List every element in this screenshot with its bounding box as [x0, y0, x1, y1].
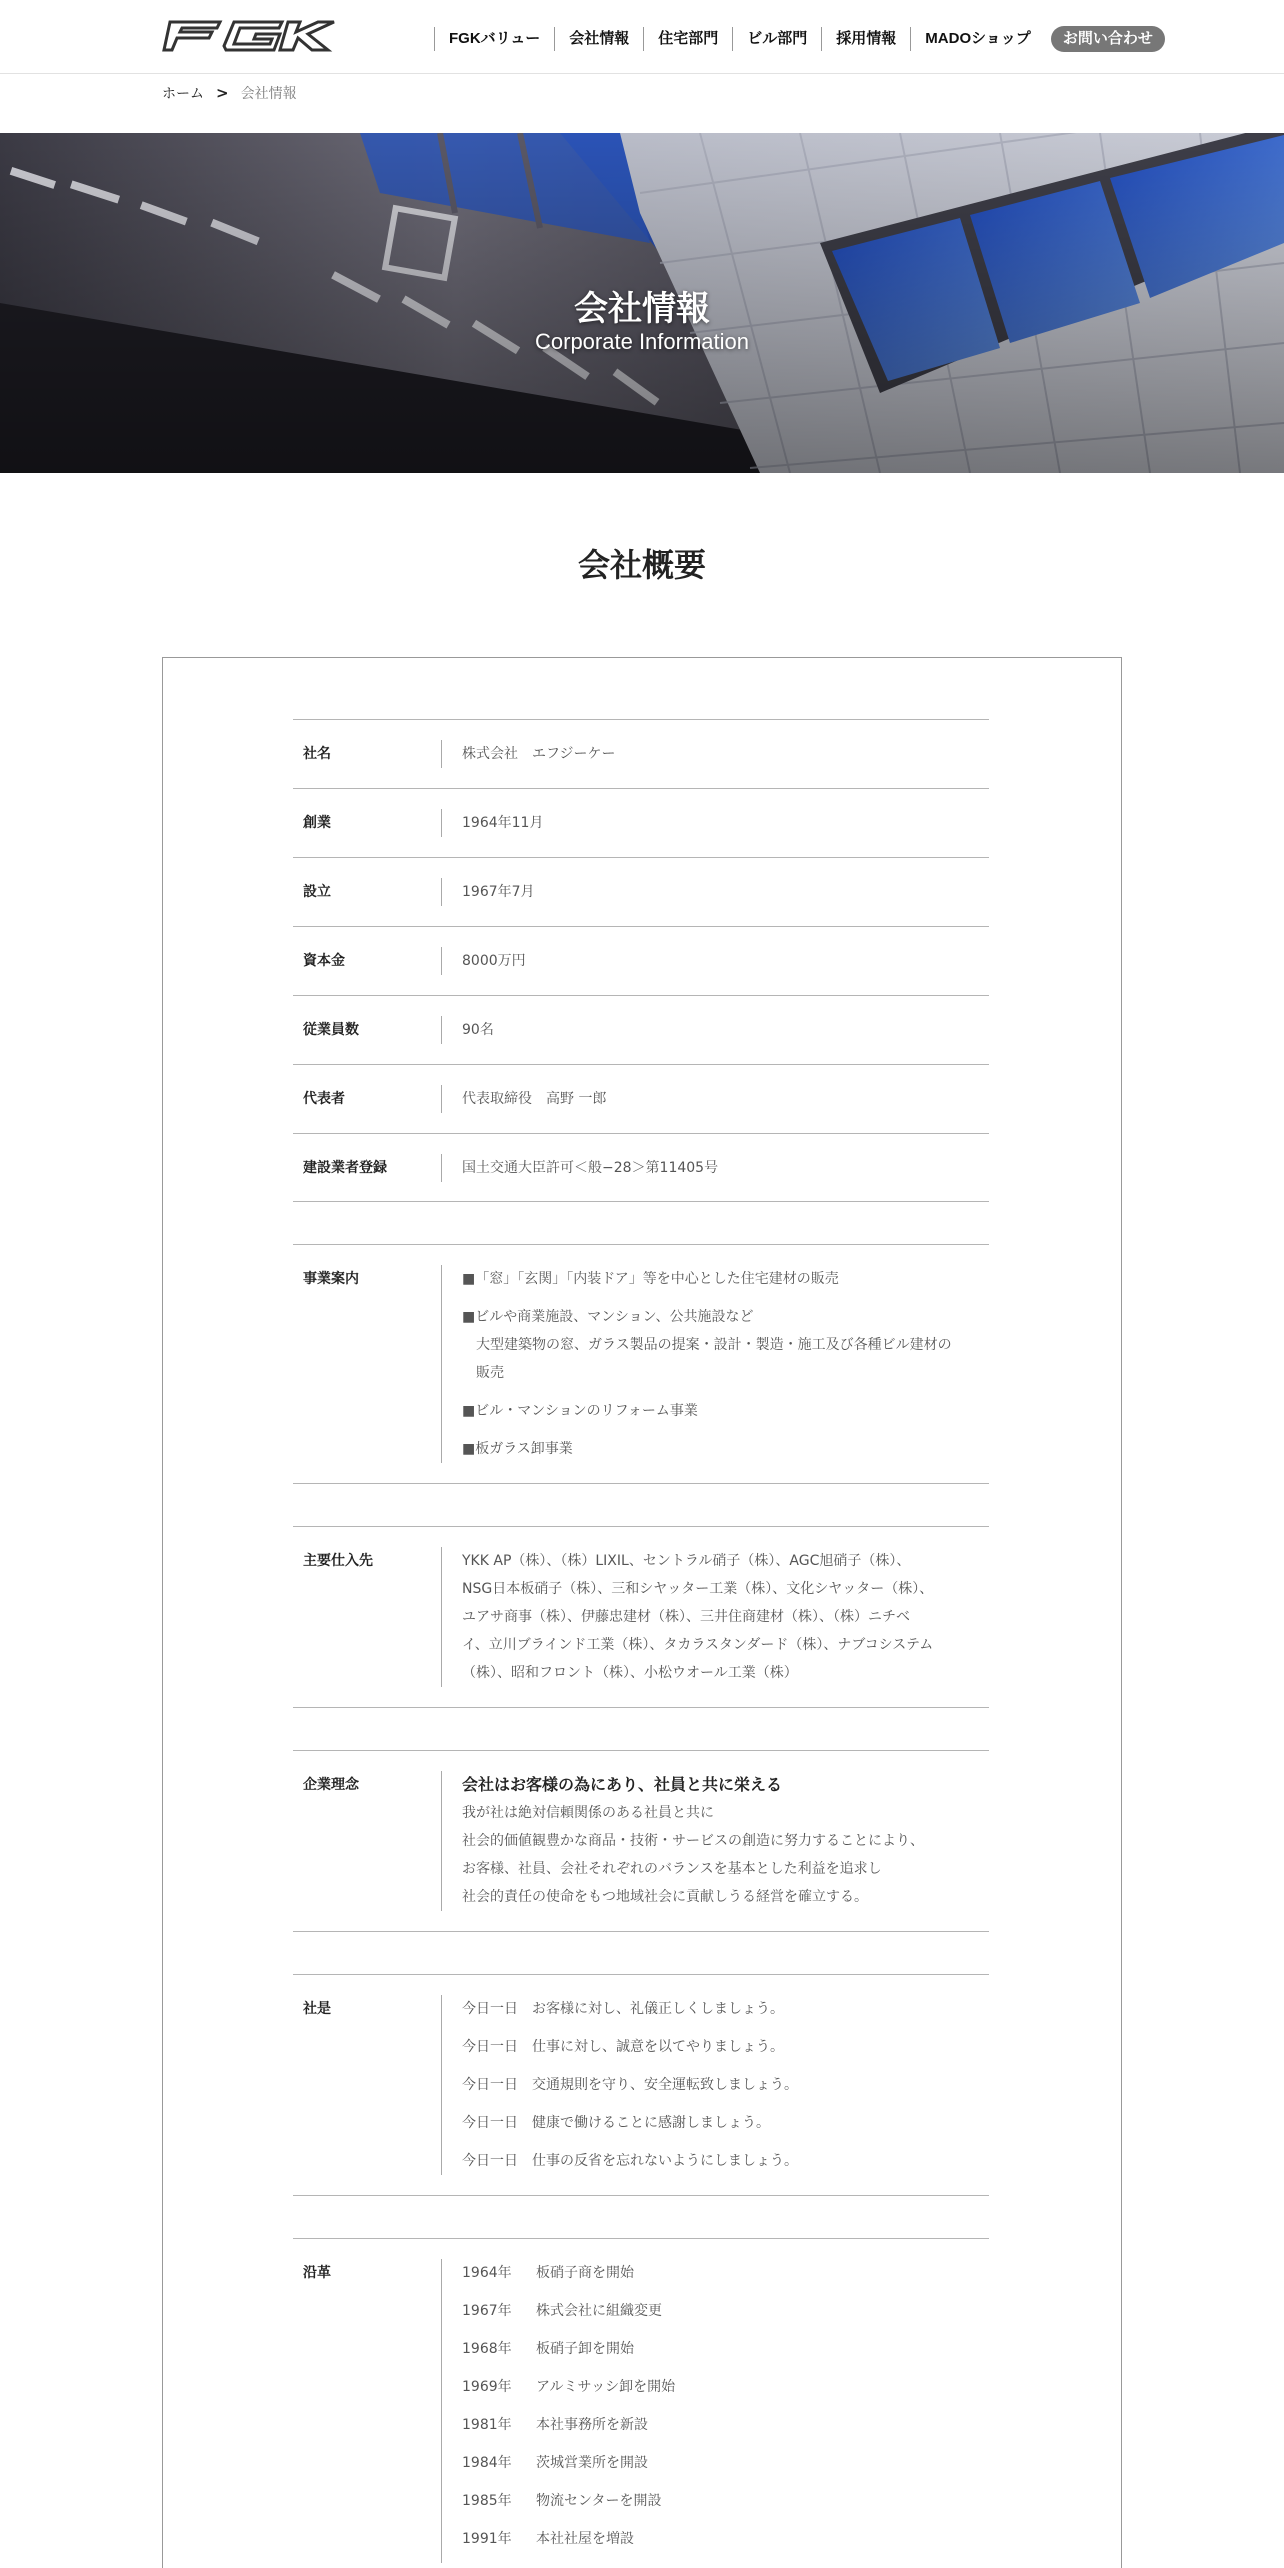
profile-label: 企業理念	[303, 1777, 359, 1793]
history-event: 板硝子商を開始	[536, 2265, 634, 2281]
fgk-logo[interactable]	[162, 18, 338, 54]
fgk-logo-icon	[162, 18, 338, 54]
history-event: 本社社屋を増設	[536, 2531, 634, 2547]
philosophy-headline: 会社はお客様の為にあり、社員と共に栄える	[462, 1775, 783, 1794]
profile-label: 沿革	[303, 2265, 331, 2281]
history-event: 物流センターを開設	[536, 2493, 662, 2509]
history-year: 1969年	[462, 2379, 512, 2395]
business-item-line: 大型建築物の窓、ガラス製品の提案・設計・製造・施工及び各種ビル建材の	[476, 1337, 952, 1353]
profile-value: 1967年7月	[441, 878, 989, 906]
history-item	[462, 2335, 989, 2363]
profile-value: 8000万円	[441, 947, 989, 975]
history-event: 本社事務所を新設	[536, 2417, 648, 2433]
profile-label: 建設業者登録	[303, 1159, 387, 1176]
hero-subtitle: Corporate Information	[535, 329, 749, 354]
breadcrumb-separator: >	[216, 84, 229, 102]
nav-building[interactable]: ビル部門	[732, 27, 821, 51]
breadcrumb	[162, 83, 297, 103]
history-event: 株式会社に組織変更	[536, 2303, 662, 2319]
profile-label: 社名	[303, 746, 331, 762]
motto-item: 今日一日 お客様に対し、礼儀正しくしましょう。	[462, 2001, 784, 2017]
profile-value: 1964年11月	[441, 809, 989, 837]
main-nav	[434, 26, 1165, 52]
philosophy-line: 社会的責任の使命をもつ地域社会に貢献しうる経営を確立する。	[462, 1889, 868, 1905]
profile-label: 社是	[303, 2001, 331, 2017]
company-profile-box	[162, 657, 1122, 2568]
hero-banner	[0, 133, 1284, 473]
history-year: 1964年	[462, 2265, 512, 2281]
profile-label: 事業案内	[303, 1271, 359, 1287]
nav-company-info[interactable]: 会社情報	[554, 27, 643, 51]
history-item	[462, 2487, 989, 2515]
motto-item: 今日一日 仕事に対し、誠意を以てやりましょう。	[462, 2039, 784, 2055]
motto-item: 今日一日 仕事の反省を忘れないようにしましょう。	[462, 2153, 798, 2169]
nav-residential[interactable]: 住宅部門	[643, 27, 732, 51]
profile-row-history	[293, 2238, 989, 2568]
history-year: 1967年	[462, 2303, 512, 2319]
business-item-line: ■ビルや商業施設、マンション、公共施設など	[462, 1309, 754, 1325]
nav-mado-shop[interactable]: MADOショップ	[910, 27, 1045, 51]
supplier-line: ユアサ商事（株）、伊藤忠建材（株）、三井住商建材（株）、（株）ニチベ	[462, 1609, 910, 1625]
profile-value	[441, 1771, 989, 1911]
breadcrumb-current: 会社情報	[240, 86, 297, 102]
breadcrumb-home-link[interactable]: ホーム	[162, 86, 204, 102]
site-header	[0, 0, 1284, 74]
supplier-line: NSG日本板硝子（株）、三和シヤッター工業（株）、文化シヤッター（株）、	[462, 1581, 934, 1597]
supplier-line: （株）、昭和フロント（株）、小松ウオール工業（株）	[462, 1665, 798, 1681]
business-item-line: 販売	[476, 1365, 504, 1381]
section-title: 会社概要	[577, 546, 706, 584]
profile-value: 国土交通大臣許可＜般−28＞第11405号	[441, 1154, 989, 1182]
hero-title: 会社情報	[574, 289, 710, 329]
philosophy-line: 社会的価値観豊かな商品・技術・サービスの創造に努力することにより、	[462, 1833, 924, 1849]
profile-value	[441, 1547, 989, 1687]
profile-label: 主要仕入先	[303, 1553, 373, 1569]
history-item	[462, 2259, 989, 2287]
profile-row-employees	[293, 995, 989, 1064]
nav-fgk-value[interactable]: FGKバリュー	[434, 27, 554, 51]
profile-row-company-name	[293, 719, 989, 788]
profile-row-business	[293, 1244, 989, 1484]
profile-row-established	[293, 857, 989, 926]
profile-row-capital	[293, 926, 989, 995]
profile-label: 従業員数	[303, 1022, 359, 1038]
history-year: 1968年	[462, 2341, 512, 2357]
profile-row-motto	[293, 1974, 989, 2196]
profile-row-founded	[293, 788, 989, 857]
profile-label: 代表者	[303, 1091, 345, 1107]
profile-value: 90名	[441, 1016, 989, 1044]
profile-row-suppliers	[293, 1526, 989, 1708]
history-item	[462, 2373, 989, 2401]
profile-label: 資本金	[303, 953, 345, 969]
business-item: ■「窓」「玄関」「内装ドア」等を中心とした住宅建材の販売	[462, 1271, 839, 1287]
profile-value: 代表取締役 高野 一郎	[441, 1085, 989, 1113]
business-item	[462, 1303, 989, 1387]
supplier-line: YKK AP（株）、（株）LIXIL、セントラル硝子（株）、AGC旭硝子（株）、	[462, 1553, 911, 1569]
history-event: 板硝子卸を開始	[536, 2341, 634, 2357]
history-year: 1981年	[462, 2417, 512, 2433]
profile-value	[441, 2259, 989, 2563]
business-item: ■ビル・マンションのリフォーム事業	[462, 1403, 698, 1419]
contact-button[interactable]: お問い合わせ	[1051, 26, 1165, 52]
motto-item: 今日一日 交通規則を守り、安全運転致しましょう。	[462, 2077, 798, 2093]
business-item: ■板ガラス卸事業	[462, 1441, 573, 1457]
nav-recruit[interactable]: 採用情報	[821, 27, 910, 51]
history-year: 1985年	[462, 2493, 512, 2509]
profile-label: 創業	[303, 815, 331, 831]
supplier-line: イ、立川ブラインド工業（株）、タカラスタンダード（株）、ナブコシステム	[462, 1637, 934, 1653]
company-profile-table	[293, 719, 989, 2568]
profile-row-philosophy	[293, 1750, 989, 1932]
history-item	[462, 2411, 989, 2439]
profile-row-registration	[293, 1133, 989, 1202]
history-item	[462, 2525, 989, 2553]
profile-label: 設立	[303, 884, 331, 900]
history-item	[462, 2297, 989, 2325]
profile-row-representative	[293, 1064, 989, 1133]
history-year: 1991年	[462, 2531, 512, 2547]
philosophy-line: 我が社は絶対信頼関係のある社員と共に	[462, 1805, 714, 1821]
history-event: アルミサッシ卸を開始	[536, 2379, 676, 2395]
history-item	[462, 2449, 989, 2477]
profile-value	[441, 1265, 989, 1463]
history-event: 茨城営業所を開設	[536, 2455, 648, 2471]
philosophy-line: お客様、社員、会社それぞれのバランスを基本とした利益を追求し	[462, 1861, 882, 1877]
profile-value: 株式会社 エフジーケー	[441, 740, 989, 768]
profile-value	[441, 1995, 989, 2175]
history-year: 1984年	[462, 2455, 512, 2471]
motto-item: 今日一日 健康で働けることに感謝しましょう。	[462, 2115, 770, 2131]
